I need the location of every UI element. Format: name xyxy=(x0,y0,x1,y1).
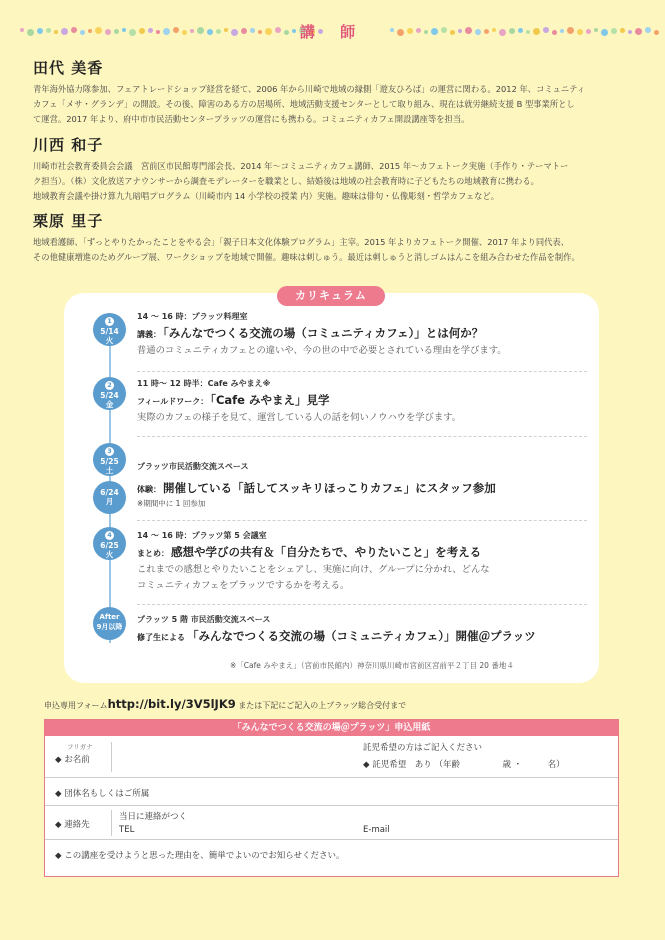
session-title: 講義： 「みんなでつくる交流の場（コミュニティカフェ）」とは何か？ xyxy=(137,326,484,340)
session-note: ※期間中に 1 回参加 xyxy=(137,499,206,508)
curriculum-heading: カリキュラム xyxy=(277,286,385,306)
session-time-place: 14 〜 16 時：プラッツ第 5 会議室 xyxy=(137,531,267,540)
cafe-address-note: ※「Cafe みやまえ」（宮前市民館内）神奈川県川崎市宮前区宮前平２丁目 20 番地４ xyxy=(230,661,514,670)
lecturer-name: 田代 美香 xyxy=(33,59,104,77)
lecturer-2 xyxy=(33,134,633,204)
session-time-place: 14 〜 16 時：プラッツ料理室 xyxy=(137,312,248,321)
session-time-place: プラッツ市民活動交流スペース xyxy=(137,462,249,471)
session-1 xyxy=(137,311,592,359)
application-form-link[interactable]: http://bit.ly/3V5lJK9 xyxy=(107,697,236,711)
organization-input[interactable] xyxy=(195,782,610,802)
contact-row xyxy=(45,806,618,840)
email-label: E-mail xyxy=(363,825,390,835)
form-title: 「みんなでつくる交流の場＠プラッツ」申込用紙 xyxy=(45,720,618,736)
application-info: 申込専用フォームhttp://bit.ly/3V5lJK9 または下記にご記入の上プラッツ総合受付まで xyxy=(44,697,407,711)
session-3-end-badge: 6/24 月 xyxy=(93,481,126,514)
session-title: フィールドワーク： 「Cafe みやまえ」見学 xyxy=(137,393,330,407)
lecturer-name: 川西 和子 xyxy=(33,136,104,154)
session-title: 体験： 開催している「話してスッキリほっこりカフェ」にスタッフ参加 xyxy=(137,481,496,495)
lecturers-heading: 講 師 xyxy=(299,23,366,41)
furigana-input[interactable] xyxy=(115,740,355,754)
session-3-start-badge: 3 5/25 土 xyxy=(93,443,126,476)
lecturer-1 xyxy=(33,57,633,127)
lecturer-bio: 地域看護師、「ずっとやりたかったことをやる会」「親子日本文化体験プログラム」主宰。2015 年よりカフェトーク開催、2017 年より同代表、 その他健康増進のためグループ展、ワークショップを地域で開催。趣味は刺しゅう。最近は刺しゅうと消しゴムはんこを組み合わせた作品を制作。 xyxy=(33,237,580,262)
session-5 xyxy=(137,614,592,644)
session-title: まとめ： 感想や学びの共有＆「自分たちで、やりたいこと」を考える xyxy=(137,545,482,559)
name-row xyxy=(45,736,618,778)
childcare-field[interactable]: ◆ 託児希望 あり （年齢 歳 ・ 名） xyxy=(363,760,565,770)
email-input[interactable] xyxy=(397,823,607,837)
session-2 xyxy=(137,378,592,426)
session-time-place: プラッツ 5 階 市民活動交流スペース xyxy=(137,615,271,624)
session-divider xyxy=(137,520,587,521)
lecturer-3 xyxy=(33,210,633,265)
session-divider xyxy=(137,604,587,605)
session-divider xyxy=(137,371,587,372)
session-1-date-badge: 1 5/14 火 xyxy=(93,313,126,346)
session-description: 実際のカフェの様子を見て、運営している人の話を伺いノウハウを学びます。 xyxy=(137,412,461,423)
tel-label: TEL xyxy=(119,825,135,835)
session-4 xyxy=(137,530,592,594)
reason-label: ◆ この講座を受けようと思った理由を、簡単でよいのでお知らせください。 xyxy=(55,851,345,861)
session-time-place: 11 時〜 12 時半：Cafe みやまえ※ xyxy=(137,379,271,388)
lecturer-name: 栗原 里子 xyxy=(33,212,104,230)
contact-note: 当日に連絡がつく xyxy=(119,812,188,822)
lecturer-bio: 川崎市社会教育委員会会議 宮前区市民館専門部会長、2014 年〜コミュニティカフェ講師、2015 年〜カフェトーク実施（手作り・テーマトー ク担当）。（株）文化放送アナウンサーから調査モデレーターを職業とし、結婚後は地域の社会教育時に子どもたちの地域教育に携わる。 地域教育会議や掛け算九九暗唱プログラム（川崎市内 14 小学校の授業 内）実施。趣味は俳句・仏像彫刻・哲学カフェなど。 xyxy=(33,161,569,201)
application-form xyxy=(44,719,619,877)
furigana-label: フリガナ xyxy=(67,743,93,751)
session-after-badge: After 9月以降 xyxy=(93,607,126,640)
childcare-note: 託児希望の方はご記入ください xyxy=(363,743,483,753)
lecturer-bio: 青年海外協力隊参加、フェアトレードショップ経営を経て、2006 年から川崎で地域の縁側「遊友ひろば」の運営に関わる。2012 年、コミュニティ カフェ「メサ・グランデ」の開設。その後、障害のある方の居場所、地域活動支援センターとして取り組み、現在は就労継続支援 B 型事業所とし て運営。2017 年より、府中市市民活動センタープラッツの運営にも携わる。コミュニティカフェ開設講座等を担当。 xyxy=(33,84,586,124)
session-3 xyxy=(137,461,592,509)
session-title: 修了生による 「みんなでつくる交流の場（コミュニティカフェ）」開催＠プラッツ xyxy=(137,629,536,643)
session-divider xyxy=(137,436,587,437)
session-2-date-badge: 2 5/24 金 xyxy=(93,377,126,410)
session-4-date-badge: 4 6/25 火 xyxy=(93,527,126,560)
contact-label: ◆ 連絡先 xyxy=(55,820,90,830)
tel-input[interactable] xyxy=(140,823,350,837)
organization-row xyxy=(45,778,618,806)
session-description: これまでの感想とやりたいことをシェアし、実施に向け、グループに分かれ、どんな コミュニティカフェをプラッツでするかを考える。 xyxy=(137,564,490,591)
name-input[interactable] xyxy=(115,756,355,774)
reason-input[interactable] xyxy=(55,860,610,874)
organization-label: ◆ 団体名もしくはご所属 xyxy=(55,789,150,799)
session-description: 普通のコミュニティカフェとの違いや、今の世の中で必要とされている理由を学びます。 xyxy=(137,345,507,356)
name-label: ◆ お名前 xyxy=(55,755,90,765)
